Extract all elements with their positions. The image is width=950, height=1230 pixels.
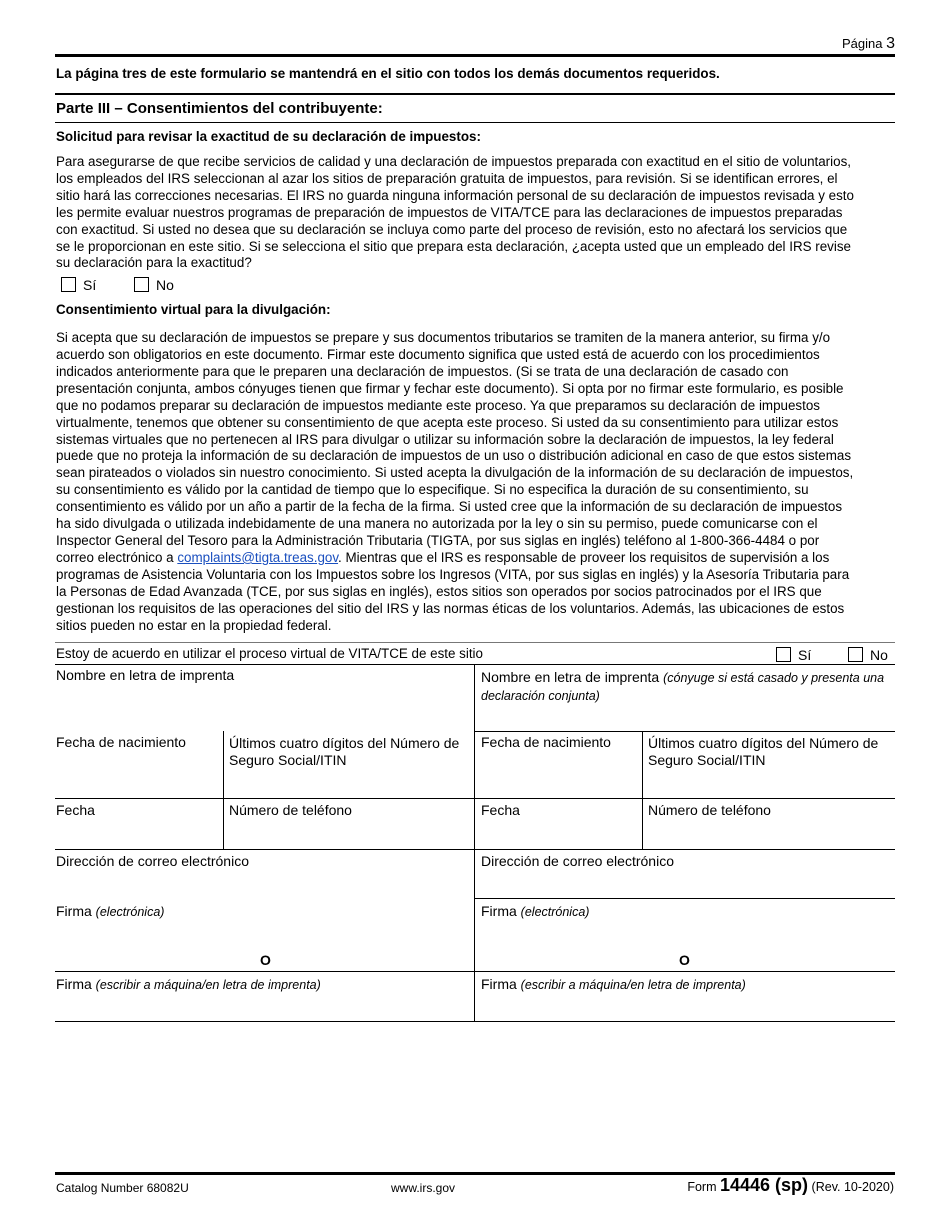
right-signature-field[interactable] — [481, 903, 589, 921]
virtual-line: sitios pueden no estar en la propiedad federal. — [56, 617, 332, 633]
left-sig2-note: (escribir a máquina/en letra de imprenta) — [95, 978, 321, 992]
left-sig2-label: Firma — [56, 976, 92, 992]
right-sig-label: Firma — [481, 903, 517, 919]
right-or-label: O — [679, 952, 690, 968]
page-number — [842, 35, 895, 53]
virtual-line: ha sido divulgada o utilizada indebidamente de una manera no autorizada por la ley o sin su permiso, puede comunicarse con el — [56, 516, 818, 532]
right-dob-field[interactable]: Fecha de nacimiento — [481, 734, 611, 750]
email-line-before: correo electrónico a — [56, 549, 178, 565]
virtual-line-email — [56, 550, 901, 567]
agree-no-label: No — [870, 647, 888, 663]
right-sig2-label: Firma — [481, 976, 517, 992]
virtual-line: Si acepta que su declaración de impuestos se prepare y sus documentos tributarios se tramiten de la manera anterior, su firma y/o — [56, 330, 831, 345]
review-line: Para asegurarse de que recibe servicios de calidad y una declaración de impuestos preparada con exactitud en el sitio de voluntarios, — [56, 154, 851, 169]
virtual-line: sistemas virtuales que no pertenecen al IRS para divulgar o utilizar su información sobre la declaración de impuestos, la ley federal — [56, 431, 834, 447]
review-line: con exactitud. Si usted no desea que su declaración se incluya como parte del proceso de revisión, esto no afectará los servicios que — [56, 221, 848, 237]
agree-no-checkbox[interactable] — [848, 647, 863, 662]
right-email-field[interactable]: Dirección de correo electrónico — [481, 853, 674, 869]
form-prefix: Form — [687, 1180, 717, 1194]
form-rule-right-name — [474, 731, 895, 732]
right-phone-field[interactable]: Número de teléfono — [648, 802, 771, 818]
form-left-inner-divider — [223, 731, 224, 849]
review-paragraph — [56, 154, 901, 272]
review-no-checkbox[interactable] — [134, 277, 149, 292]
right-name-label: Nombre en letra de imprenta — [481, 669, 660, 685]
agree-yes-label: Sí — [798, 647, 812, 663]
agree-no-option[interactable] — [848, 647, 888, 663]
form-revision: (Rev. 10-2020) — [811, 1180, 894, 1194]
virtual-line: virtualmente, tenemos que obtener su consentimiento de que acepta este proceso. Si usted da su consentimiento para utilizar estos — [56, 414, 839, 430]
right-ssn-field[interactable]: Últimos cuatro dígitos del Número de Seguro Social/ITIN — [648, 735, 879, 768]
virtual-line: sean pirateados o violados sin nuestro conocimiento. Si usted acepta la divulgación de la información de su declaración de impuestos, — [56, 465, 854, 481]
left-or-label: O — [260, 952, 271, 968]
left-name-field[interactable]: Nombre en letra de imprenta — [56, 667, 235, 683]
review-yes-label: Sí — [83, 277, 97, 293]
right-name-field[interactable] — [481, 669, 891, 705]
review-line: su declaración para la exactitud? — [56, 255, 252, 271]
form-rule-date — [55, 849, 895, 850]
review-line: los empleados del IRS seleccionan al azar los sitios de preparación gratuita de impuestos, para revisión. Si se identifican errores, el — [56, 170, 838, 186]
agree-yes-checkbox[interactable] — [776, 647, 791, 662]
form-rule-email-right — [474, 898, 895, 899]
page-number-value: 3 — [886, 35, 895, 52]
tigta-email-link[interactable]: complaints@tigta.treas.gov — [177, 549, 339, 565]
form-rule-bottom — [55, 1021, 895, 1022]
right-sig2-note: (escribir a máquina/en letra de imprenta) — [520, 978, 746, 992]
left-date-field[interactable]: Fecha — [56, 802, 95, 818]
form-right-inner-divider — [642, 731, 643, 849]
virtual-paragraph — [56, 330, 901, 635]
virtual-line: que no podamos preparar su declaración de impuestos mediante este proceso. Ya que preparamos su declaración de impuestos — [56, 397, 820, 413]
right-date-field[interactable]: Fecha — [481, 802, 520, 818]
form-center-divider — [474, 664, 475, 1022]
catalog-number: Catalog Number 68082U — [56, 1181, 189, 1195]
top-rule — [55, 54, 895, 57]
email-line-after: . Mientras que el IRS es responsable de proveer los requisitos de supervisión a los — [338, 549, 830, 565]
agree-rule — [55, 642, 895, 643]
review-line: sitio hará las correcciones necesarias. El IRS no guarda ninguna información personal de su declaración de impuestos revisada y esto — [56, 187, 854, 203]
review-yes-checkbox[interactable] — [61, 277, 76, 292]
review-yes-option[interactable] — [61, 277, 96, 293]
review-line: se le proporcionan en este sitio. Si se selecciona el sitio que prepara esta declaración, ¿acepta usted que un empleado del IRS revise — [56, 238, 851, 254]
notice-text: La página tres de este formulario se mantendrá en el sitio con todos los demás documentos requeridos. — [56, 66, 720, 81]
agree-yes-option[interactable] — [776, 647, 811, 663]
left-signature-field[interactable] — [56, 903, 164, 921]
right-sig-note: (electrónica) — [520, 905, 590, 919]
virtual-heading: Consentimiento virtual para la divulgación: — [56, 302, 331, 317]
virtual-line: consentimiento es válido por un año a partir de la fecha de la firma. Si usted cree que la información de su declaración de impuestos — [56, 499, 843, 515]
part-rule-top — [55, 93, 895, 95]
website: www.irs.gov — [391, 1181, 456, 1195]
review-heading: Solicitud para revisar la exactitud de su declaración de impuestos: — [56, 129, 481, 144]
virtual-line: acuerdo son obligatorios en este documento. Firmar este documento significa que usted está de acuerdo con los procedimientos — [56, 346, 820, 362]
right-name-note: (cónyuge si está casado y presenta una declaración conjunta) — [481, 671, 885, 703]
virtual-line: indicados anteriormente para que le preparen una declaración de impuestos. (Si se trata de una declaración de casado con — [56, 363, 789, 379]
review-no-option[interactable] — [134, 277, 174, 293]
right-signature-typed-field[interactable] — [481, 976, 746, 994]
form-rule-signature — [55, 971, 895, 972]
left-email-field[interactable]: Dirección de correo electrónico — [56, 853, 249, 869]
left-sig-label: Firma — [56, 903, 92, 919]
virtual-line: la Personas de Edad Avanzada (TCE, por sus siglas en inglés), estos sitios son operados por socios patrocinados por el IRS que — [56, 583, 822, 599]
agree-text: Estoy de acuerdo en utilizar el proceso virtual de VITA/TCE de este sitio — [56, 646, 483, 661]
virtual-line: presentación conjunta, ambos cónyuges tienen que firmar y fechar este documento). Si opta por no firmar este formulario, es posible — [56, 380, 844, 396]
review-no-label: No — [156, 277, 174, 293]
form-number: 14446 (sp) — [720, 1175, 809, 1195]
page-label: Página — [841, 36, 883, 51]
part-rule-bottom — [55, 122, 895, 123]
form-identifier — [687, 1175, 894, 1196]
virtual-line: puede que no proteja la información de su declaración de impuestos de un uso o distribución adicional en caso de que estos sistemas — [56, 448, 852, 464]
form-rule-dob — [55, 798, 895, 799]
virtual-line: programas de Asistencia Voluntaria con los Impuestos sobre los Ingresos (VITA, por sus siglas en inglés) y la Asesoría Tributaria para — [56, 566, 850, 582]
left-phone-field[interactable]: Número de teléfono — [229, 802, 352, 818]
left-dob-field[interactable]: Fecha de nacimiento — [56, 734, 186, 750]
virtual-line: gestionan los requisitos de las operaciones del sitio del IRS y las normas éticas de los voluntarios. Además, las ubicaciones de estos — [56, 600, 845, 616]
review-line: les permite evaluar nuestros programas de preparación de impuestos de VITA/TCE para las declaraciones de impuestos preparadas — [56, 204, 843, 220]
form-top-rule — [55, 664, 895, 665]
part3-title: Parte III – Consentimientos del contribuyente: — [56, 100, 383, 117]
virtual-line: Inspector General del Tesoro para la Administración Tributaria (TIGTA, por sus siglas en inglés) teléfono al 1-800-366-4484 o por — [56, 533, 820, 549]
left-ssn-field[interactable]: Últimos cuatro dígitos del Número de Seguro Social/ITIN — [229, 735, 460, 768]
virtual-line: su consentimiento es válido por la cantidad de tiempo que lo especifique. Si no especifica la duración de su consentimiento, su — [56, 482, 809, 498]
left-signature-typed-field[interactable] — [56, 976, 321, 994]
left-sig-note: (electrónica) — [95, 905, 165, 919]
